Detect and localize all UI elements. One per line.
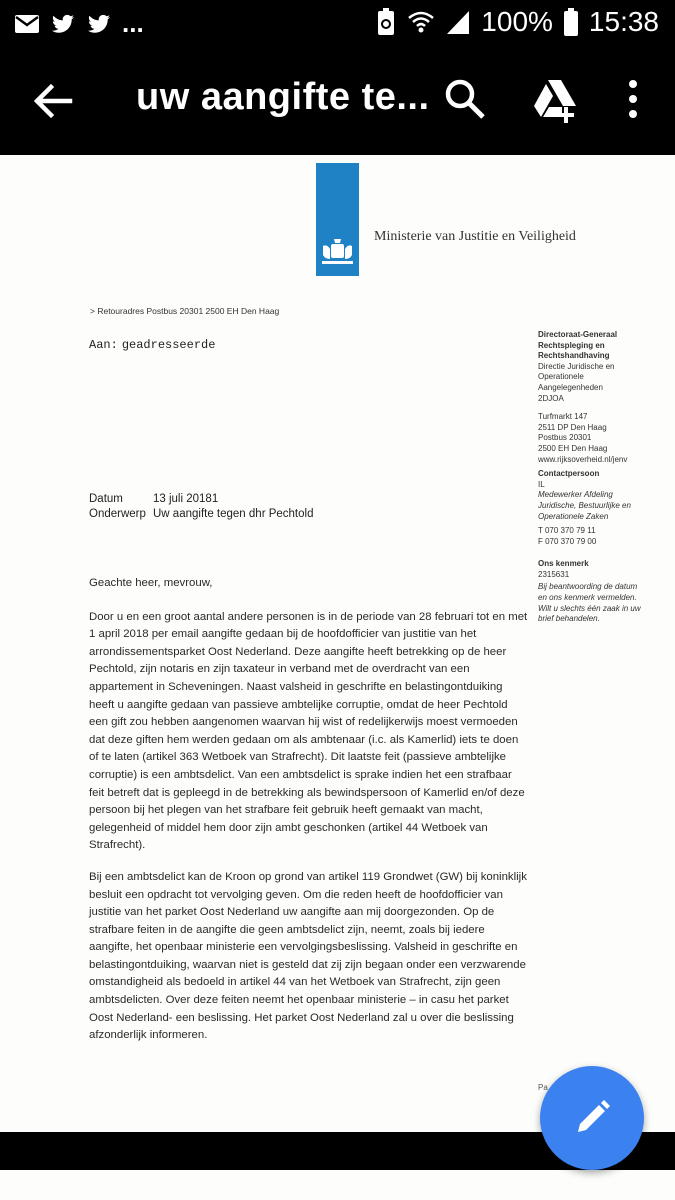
reference-value: 2315631	[538, 569, 570, 579]
battery-icon	[563, 7, 579, 37]
next-page-preview	[0, 1170, 675, 1200]
more-options-icon[interactable]	[618, 76, 648, 122]
add-to-drive-icon[interactable]	[530, 74, 580, 124]
letterhead-sidebar	[538, 330, 663, 625]
address-line: Postbus 20301	[538, 433, 592, 443]
reply-note: en ons kenmerk vermelden.	[538, 593, 637, 603]
reference-label: Ons kenmerk	[538, 559, 589, 569]
dept-line: Directoraat-Generaal	[538, 330, 618, 339]
reply-note: brief behandelen.	[538, 614, 600, 624]
back-arrow-icon[interactable]	[30, 78, 76, 124]
addressee-label: Aan:	[89, 338, 118, 352]
search-icon[interactable]	[442, 76, 488, 122]
dept-line: Rechtshandhaving	[538, 351, 610, 361]
paragraph: Door u en een groot aantal andere personen is in de periode van 28 februari tot en met 1 april 2018 per email aangifte gedaan bij de hoofdofficier van justitie van het arrondissementsparket Oost Nederland. Deze aangifte heeft betrekking op de heer Pechtold, zijn notaris en zijn taxateur in verband met de overdracht van een appartement in Scheveningen. Naast valsheid in geschrifte en belastingontduiking heeft u aangifte gedaan van passieve ambtelijke corruptie, omdat de heer Pechtold een gift zou hebben aangenomen waarvan hij wist of redelijkerwijs moest vermoeden dat deze giften hem werden gedaan om als ambtenaar (i.c. als Kamerlid) iets te doen of te laten (artikel 363 Wetboek van Strafrecht). Dit laatste feit (passieve ambtelijke corruptie) is een ambtsdelict. Van een ambtsdelict is sprake indien het een strafbaar feit betreft dat is gepleegd in de betrekking als bewindspersoon of Kamerlid en/of deze persoon bij het plegen van het strafbare feit gebruik heeft gemaakt van macht, gelegenheid of middel hem door zijn ambt geschonken (artikel 44 Wetboek van Strafrecht).	[89, 610, 528, 852]
contact-label: Contactpersoon	[538, 469, 600, 479]
notification-icons	[14, 8, 144, 39]
sub-dept-line: Operationele	[538, 372, 584, 382]
addressee	[89, 338, 215, 352]
contact-name: IL	[538, 479, 545, 489]
app-bar	[0, 48, 675, 154]
twitter-icon	[50, 11, 76, 37]
edit-button[interactable]	[540, 1066, 644, 1170]
contact-role: Juridische, Bestuurlijke en	[538, 500, 631, 510]
dept-line: Rechtspleging en	[538, 340, 605, 350]
address-line: Turfmarkt 147	[538, 412, 588, 422]
sub-dept-line: Directie Juridische en	[538, 361, 615, 371]
contact-role: Medewerker Afdeling	[538, 490, 613, 500]
reply-note: Wilt u slechts één zaak in uw	[538, 603, 641, 613]
more-notifications: ...	[122, 8, 144, 38]
address-line: 2511 DP Den Haag	[538, 422, 607, 432]
coat-of-arms-icon	[320, 237, 355, 267]
salutation: Geachte heer, mevrouw,	[89, 577, 213, 589]
sub-dept-line: 2DJOA	[538, 393, 564, 403]
paragraph: Bij een ambtsdelict kan de Kroon op grond van artikel 119 Grondwet (GW) bij koninklijk besluit een opdracht tot vervolging geven. Om die reden heeft de hoofdofficier van justitie van het parket Oost Nederland uw aangifte aan mij doorgezonden. Op de strafbare feiten in de aangifte die geen ambtsdelict zijn, neemt, zoals bij iedere aangifte, het openbaar ministerie een vervolgingsbeslissing. Valsheid in geschrifte en belastingontduiking, waarvan niet is gesteld dat zij zijn begaan onder een verzwarende omstandigheid als bedoeld in artikel 44 van het Wetboek van Strafrecht, zijn geen ambtsdelicten. Over deze feiten neemt het openbaar ministerie – in casu het parket Oost Nederland- een beslissing. Het parket Oost Nederland zal u over die beslissing afzonderlijk informeren.	[89, 870, 527, 1042]
contact-role: Operationele Zaken	[538, 511, 609, 521]
fax-number: F 070 370 79 00	[538, 536, 597, 546]
page-label: Pa	[538, 1083, 548, 1092]
ministry-name: Ministerie van Justitie en Veiligheid	[374, 229, 576, 244]
ministry-logo	[316, 163, 359, 276]
document-title: uw aangifte te...	[136, 76, 430, 118]
wifi-icon	[407, 8, 435, 36]
phone-number: T 070 370 79 11	[538, 526, 596, 536]
date-label: Datum	[89, 493, 123, 505]
clock: 15:38	[588, 6, 659, 37]
subject-value: Uw aangifte tegen dhr Pechtold	[153, 508, 314, 520]
system-icons	[375, 6, 659, 38]
sub-dept-line: Aangelegenheden	[538, 382, 603, 392]
return-address: > Retouradres Postbus 20301 2500 EH Den Haag	[90, 306, 280, 316]
website: www.rijksoverheid.nl/jenv	[538, 454, 628, 464]
document-page[interactable]	[0, 155, 675, 1132]
gmail-icon	[14, 11, 40, 37]
recycle-battery-saver-icon	[375, 7, 397, 37]
date-value: 13 juli 20181	[153, 493, 219, 505]
twitter-icon	[86, 11, 112, 37]
letter-meta	[89, 492, 313, 522]
signal-icon	[445, 8, 471, 36]
reply-note: Bij beantwoording de datum	[538, 582, 638, 592]
battery-percentage: 100%	[481, 6, 553, 37]
address-line: 2500 EH Den Haag	[538, 443, 608, 453]
addressee-value: geadresseerde	[121, 338, 216, 352]
pencil-icon	[572, 1098, 612, 1138]
status-bar	[0, 0, 675, 48]
subject-label: Onderwerp	[89, 508, 146, 520]
letter-body	[89, 575, 529, 1059]
